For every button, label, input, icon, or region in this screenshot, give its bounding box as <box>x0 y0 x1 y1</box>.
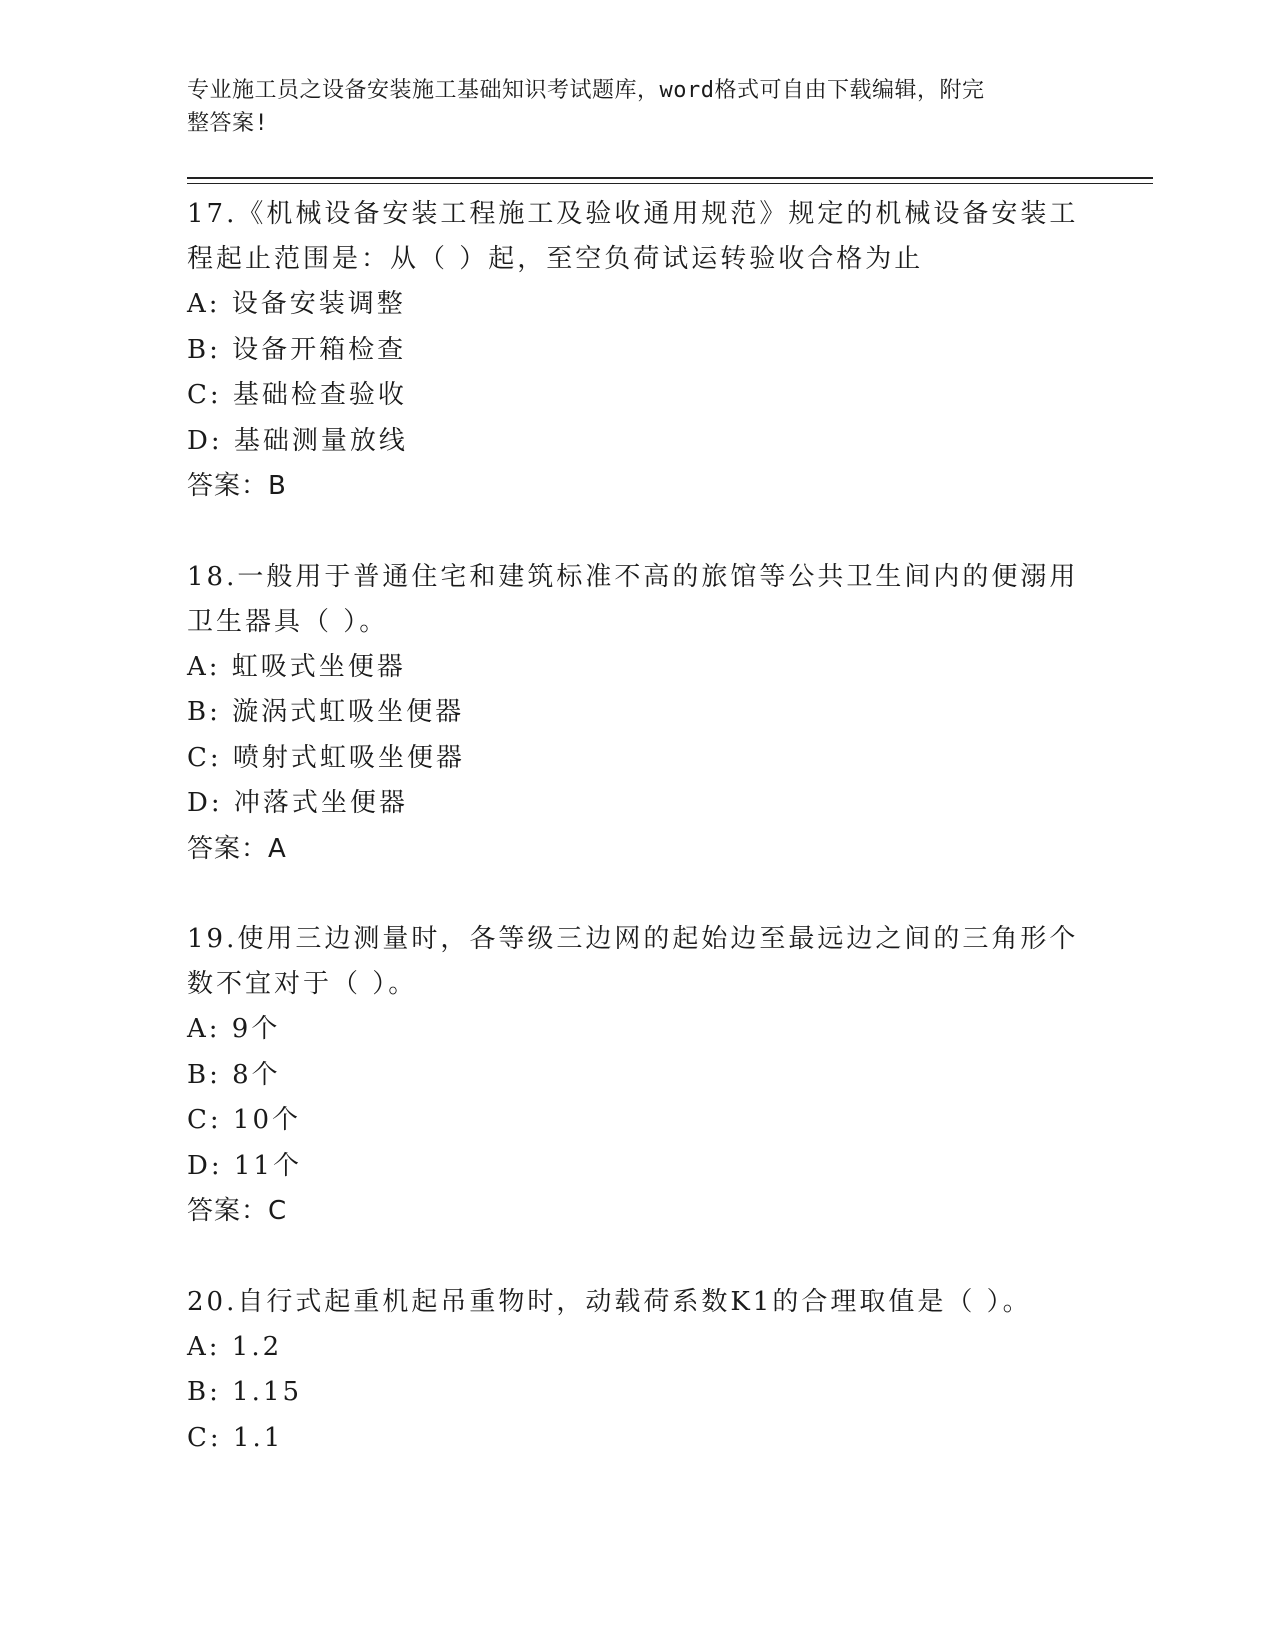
option-a: A: 9个 <box>187 1014 281 1044</box>
question-17 <box>187 192 1087 510</box>
document-header <box>187 74 1067 140</box>
option-b: B: 漩涡式虹吸坐便器 <box>187 697 465 727</box>
header-line-1: 专业施工员之设备安装施工基础知识考试题库，word格式可自由下载编辑，附完 <box>187 78 985 103</box>
question-text: 19.使用三边测量时，各等级三边网的起始边至最远边之间的三角形个数不宜对于（ ）。 <box>187 924 1079 999</box>
answer-label: 答案：B <box>187 471 287 501</box>
option-a: A: 虹吸式坐便器 <box>187 651 406 682</box>
answer-label: 答案：A <box>187 833 287 864</box>
option-d: D: 基础测量放线 <box>187 425 408 456</box>
header-line-2: 整答案! <box>187 111 269 136</box>
option-d: D: 11个 <box>187 1150 302 1181</box>
question-20 <box>187 1280 1087 1462</box>
option-b: B: 1.15 <box>187 1377 303 1407</box>
option-d: D: 冲落式坐便器 <box>187 788 408 818</box>
option-b: B: 设备开箱检查 <box>187 334 407 365</box>
option-c: C: 基础检查验收 <box>187 380 407 410</box>
question-list <box>187 192 1087 1506</box>
question-19 <box>187 917 1087 1235</box>
option-c: C: 喷射式虹吸坐便器 <box>187 742 465 773</box>
option-a: A: 1.2 <box>187 1331 283 1362</box>
header-divider-thin <box>187 183 1153 184</box>
option-a: A: 设备安装调整 <box>187 289 406 319</box>
option-c: C: 1.1 <box>187 1422 284 1453</box>
question-text: 17.《机械设备安装工程施工及验收通用规范》规定的机械设备安装工程起止范围是：从（ ）起，至空负荷试运转验收合格为止 <box>187 199 1079 274</box>
header-divider-thick <box>187 177 1153 179</box>
option-c: C: 10个 <box>187 1105 302 1135</box>
question-18 <box>187 555 1087 873</box>
option-b: B: 8个 <box>187 1059 281 1090</box>
question-text: 18.一般用于普通住宅和建筑标准不高的旅馆等公共卫生间内的便溺用卫生器具（ ）。 <box>187 561 1079 637</box>
answer-label: 答案：C <box>187 1196 288 1226</box>
question-text: 20.自行式起重机起吊重物时，动载荷系数K1的合理取值是（ ）。 <box>187 1286 1032 1317</box>
